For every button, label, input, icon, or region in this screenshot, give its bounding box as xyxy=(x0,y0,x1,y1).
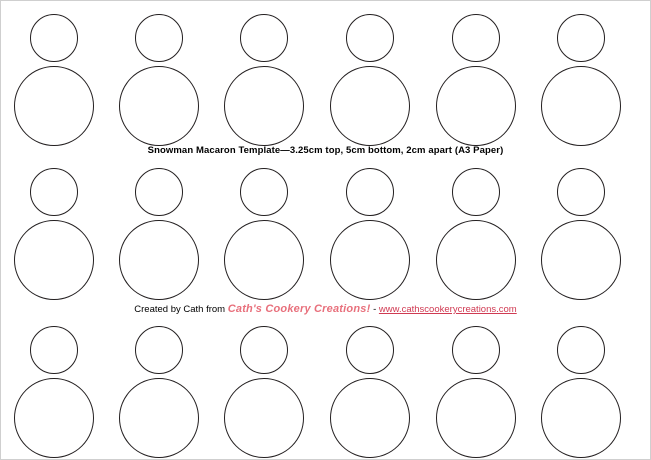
bottom-circle xyxy=(436,66,516,146)
top-circle xyxy=(452,326,500,374)
bottom-circle xyxy=(224,378,304,458)
bottom-circle xyxy=(541,220,621,300)
credit-line xyxy=(0,303,651,315)
bottom-circle xyxy=(224,66,304,146)
bottom-circle xyxy=(330,220,410,300)
bottom-circle xyxy=(14,378,94,458)
top-circle xyxy=(135,168,183,216)
bottom-circle xyxy=(541,66,621,146)
top-circle xyxy=(452,168,500,216)
top-circle xyxy=(557,168,605,216)
bottom-circle xyxy=(119,220,199,300)
bottom-circle xyxy=(14,66,94,146)
top-circle xyxy=(240,14,288,62)
bottom-circle xyxy=(119,378,199,458)
top-circle xyxy=(240,326,288,374)
top-circle xyxy=(240,168,288,216)
top-circle xyxy=(557,14,605,62)
bottom-circle xyxy=(541,378,621,458)
top-circle xyxy=(346,168,394,216)
credit-prefix: Created by Cath from xyxy=(134,304,228,315)
bottom-circle xyxy=(330,66,410,146)
top-circle xyxy=(346,326,394,374)
page-title: Snowman Macaron Template—3.25cm top, 5cm bottom, 2cm apart (A3 Paper) xyxy=(147,145,504,156)
top-circle xyxy=(30,326,78,374)
bottom-circle xyxy=(436,378,516,458)
website-link[interactable]: www.cathscookerycreations.com xyxy=(378,304,517,315)
bottom-circle xyxy=(14,220,94,300)
bottom-circle xyxy=(224,220,304,300)
top-circle xyxy=(135,14,183,62)
top-circle xyxy=(557,326,605,374)
top-circle xyxy=(30,168,78,216)
top-circle xyxy=(452,14,500,62)
top-circle xyxy=(346,14,394,62)
top-circle xyxy=(135,326,183,374)
top-circle xyxy=(30,14,78,62)
brand-name: Cath's Cookery Creations! xyxy=(227,303,371,315)
bottom-circle xyxy=(436,220,516,300)
credit-separator: - xyxy=(370,304,379,315)
bottom-circle xyxy=(119,66,199,146)
bottom-circle xyxy=(330,378,410,458)
